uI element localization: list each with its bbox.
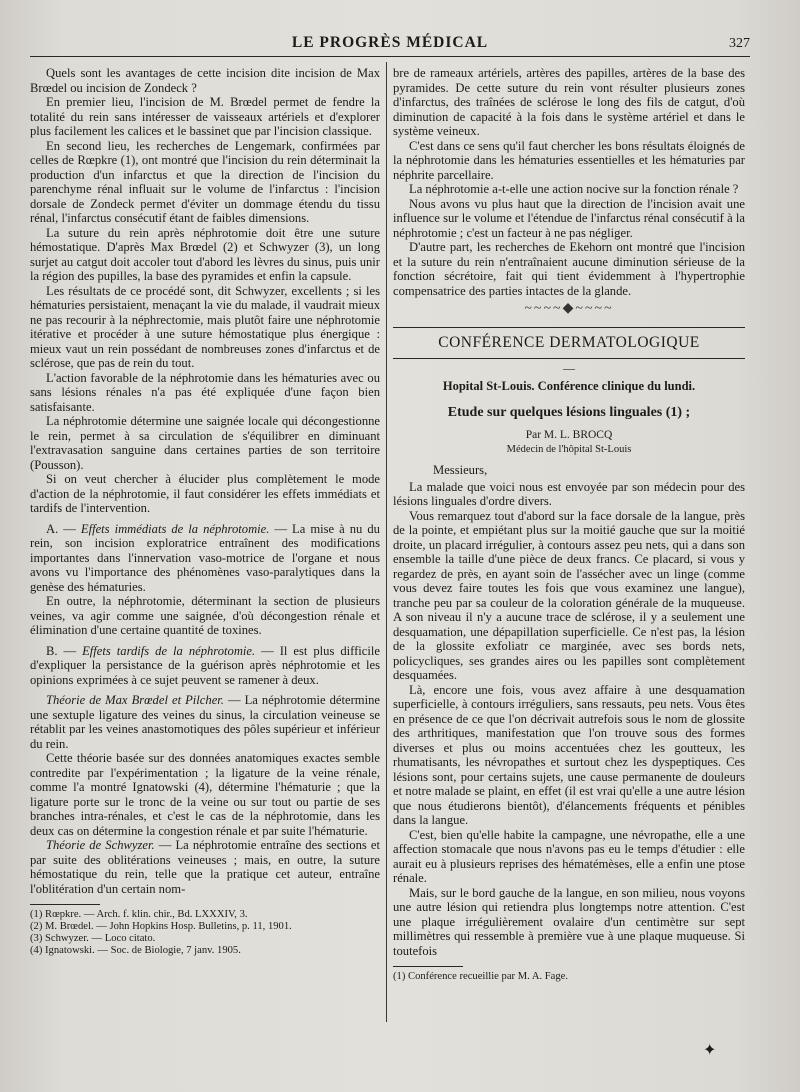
paragraph: Quels sont les avantages de cette incision dite incision de Max Brœdel ou incision de Zondeck ? [30,66,380,95]
footnote-rule [393,966,463,967]
paragraph: La malade que voici nous est envoyée par son médecin pour des lésions linguales d'ordre divers. [393,479,745,508]
paragraph: La néphrotomie détermine une saignée locale qui décongestionne le rein, permet à sa circulation de s'équilibrer en diminuant l'extravasation sanguine dans certaines parties de son territoire (Pousson). [30,414,380,472]
paragraph: En premier lieu, l'incision de M. Brœdel permet de fendre la totalité du rein sans intéresser de vaisseaux artériels et d'explorer plus facilement les calices et le bassinet que par l'incision classique. [30,95,380,138]
section-b-title: Effets tardifs de la néphrotomie. [82,643,256,658]
left-column [30,66,380,957]
paragraph: C'est, bien qu'elle habite la campagne, une névropathe, elle a une affection stomacale que nous n'avons pas eu le temps d'étudier : elle aurait eu à plusieurs reprises des hématémèses, elle a enfin une ptose rénale. [393,827,745,885]
footnote: (1) Conférence recueillie par M. A. Fage. [393,971,569,982]
short-dash: — [563,361,575,375]
hospital-line: Hopital St-Louis. Conférence clinique du lundi. [442,379,696,393]
theory-1 [30,693,380,751]
running-title: LE PROGRÈS MÉDICAL [291,34,489,51]
theory-1-title: Théorie de Max Brœdel et Pilcher. [46,693,224,707]
paragraph: En second lieu, les recherches de Lengemark, confirmées par celles de Rœpkre (1), ont montré que l'incision du rein déterminait la production d'un infarctus et que la direction de l'incision du parenchyme rénal influait sur le volume de l'infarctus : l'incision dorsale de Zondeck permet d'éviter un dommage étendu du tissu rénal, l'infarctus consécutif étant de faibles dimensions. [30,138,380,225]
column-divider [386,62,387,1022]
section-b [30,644,380,688]
theory-2-text: — La néphrotomie entraîne des sections et par suite des oblitérations veineuses ; mais, en outre, la suture hémostatique du rein, telle que la pratique cet auteur, entraîne l'oblitération d'un certain nom- [30,838,380,896]
page-header [30,34,750,57]
paragraph: Vous remarquez tout d'abord sur la face dorsale de la langue, près de la pointe, et empiétant plus sur la moitié gauche que sur la moitié droite, un placard irrégulier, à contours assez peu nets, qui a dans son ensemble la taille d'une pièce de deux francs. Ce placard, si vous y regardez de près, en ayant soin de l'assécher avec un linge (comme vous devez faire toutes les fois que vous examinez une langue), tranche peu par sa couleur de la coloration générale de la muqueuse. A son niveau il n'y a aucune trace de sclérose, il y a seulement une desquamation, une dépapillation superficielle. Ce n'est pas, la lésion de la glossite exfoliatr ce marginée, avec ses bords nets, policycliques, ses grandes aires ou les papilles sont complètement desquamées. [393,508,745,682]
lecture-title: Etude sur quelques lésions linguales (1) ; [447,404,691,420]
paragraph: C'est dans ce sens qu'il faut chercher les bons résultats éloignés de la néphrotomie dans les hématuries essentielles et les hématuries par néphrite parcellaire. [393,138,745,182]
paragraph: Cette théorie basée sur des données anatomiques exactes semble contredite par l'expérimentation ; la ligature de la veine rénale, comme l'a montré Ignatowski (4), détermine l'hématurie ; que la ligature porte sur le tronc de la veine ou sur tout ou partie de ses branches intra-rénales, et c'est le cas de la néphrotomie, dans les deux cas on détermine la congestion rénale et par suite l'hématurie. [30,751,380,838]
footnotes [30,909,380,957]
section-a-label: A. — [46,521,81,536]
section-a-text: — La mise à nu du rein, son incision exploratrice entraînent des modifications importantes dans l'innervation vaso-motrice de l'organe et nous avons vu l'importance des phénomènes vaso-paralytiques dans la genèse des hématuries. [30,521,380,594]
page-number: 327 [729,36,750,51]
theory-2-title: Théorie de Schwyzer. [46,838,155,852]
paragraph: La suture du rein après néphrotomie doit être une suture hémostatique. D'après Max Brœdel (2) et Schwyzer (3), un long surjet au catgut doit accoler tout d'abord les lèvres du sinus, puis unir la région des pupilles, la base des pyramides et enfin la capsule. [30,225,380,283]
paragraph: La néphrotomie a-t-elle une action nocive sur la fonction rénale ? [409,182,739,196]
section-a [30,522,380,595]
author-role: Médecin de l'hôpital St-Louis [506,443,632,455]
right-column [393,66,745,983]
footnote-rule [30,904,100,905]
paragraph: Si on veut chercher à élucider plus complètement le mode d'action de la néphrotomie, il faut considérer les effets immédiats et tardifs de l'intervention. [30,472,380,515]
section-ornament: ~~~~◆~~~~ [524,301,614,316]
footnote: (2) M. Brœdel. — John Hopkins Hosp. Bulletins, p. 11, 1901. [30,921,292,932]
paragraph: Les résultats de ce procédé sont, dit Schwyzer, excellents ; si les hématuries persistaient, menaçant la vie du malade, il vaudrait mieux ne pas recourir à la néphrectomie, mais plutôt faire une néphrotomie itérative et procéder à une suture hémostatique plus énergique : mieux vaut un rein possédant de nombreuses zones d'infarctus et de sclérose, que pas de rein du tout. [30,283,380,370]
paragraph: bre de rameaux artériels, artères des papilles, artères de la base des pyramides. De cette suture du rein vont résulter plusieurs zones d'infarctus, des traînées de sclérose le long des fils de catgut, d'où diminution de capacité à la fois dans le système artériel et dans le système veineux. [393,66,745,138]
theory-2 [30,838,380,896]
paragraph: L'action favorable de la néphrotomie dans les hématuries avec ou sans lésions rénales n'a pas été expliquée d'une façon bien satisfaisante. [30,370,380,414]
section-b-text: — Il est plus difficile d'expliquer la persistance de la guérison après néphrotomie et les opinions exprimées à ce sujet peuvent se ramener à deux. [30,643,380,687]
paragraph: Là, encore une fois, vous avez affaire à une desquamation superficielle, à contours irréguliers, sans ressauts, peu nets. Vous êtes en présence de ce que l'on décrivait autrefois sous le nom de glossite des arthritiques, manifestation que l'on trouve sous des formes diverses et plus ou moins accentuées chez les goutteux, les rhumatisants, les névropathes et surtout chez les dyspeptiques. Ces lésions sont, pour certains sujets, une cause permanente de douleurs et notre malade se plaint, en effet (il est vrai qu'elle a une autre lésion que nous étudierons bientôt), d'élancements fréquents et pénibles dans la langue. [393,682,745,827]
salutation: Messieurs, [433,463,488,477]
fleuron-icon: ✦ [703,1042,717,1059]
section-b-label: B. — [46,643,83,658]
footnote: (4) Ignatowski. — Soc. de Biologie, 7 janv. 1905. [30,945,241,956]
footnote: (3) Schwyzer. — Loco citato. [30,933,156,944]
theory-1-text: — La néphrotomie détermine une sextuple ligature des veines du sinus, la circulation veineuse se rétablit par les veines anastomotiques des pôles supérieur et inférieur du rein. [30,693,380,751]
footnote: (1) Rœpkre. — Arch. f. klin. chir., Bd. LXXXIV, 3. [30,909,248,920]
paragraph: D'autre part, les recherches de Ekehorn ont montré que l'incision et la suture du rein n'entraînaient aucune diminution sérieuse de la fonction sécrétoire, fait qui tient évidemment à l'hypertrophie compensatrice des parties intactes de la glande. [393,240,745,298]
conference-title: CONFÉRENCE DERMATOLOGIQUE [393,327,745,360]
paragraph: Mais, sur le bord gauche de la langue, en son milieu, nous voyons une autre lésion qui retiendra plus longtemps notre attention. C'est une plaque irrégulièrement ovalaire d'un centimètre sur sept millimètres qui ressemble à première vue à une plaque muqueuse. Si toutefois [393,885,745,958]
section-a-title: Effets immédiats de la néphrotomie. [80,521,270,536]
paragraph: Nous avons vu plus haut que la direction de l'incision avait une influence sur le volume et l'étendue de l'infarctus rénal consécutif à la néphrotomie ; c'est un facteur à ne pas négliger. [393,196,745,240]
author: Par M. L. BROCQ [525,429,613,441]
paragraph: En outre, la néphrotomie, déterminant la section de plusieurs veines, va agir comme une saignée, d'où décongestion rénale et élimination d'une certaine quantité de toxines. [30,594,380,637]
